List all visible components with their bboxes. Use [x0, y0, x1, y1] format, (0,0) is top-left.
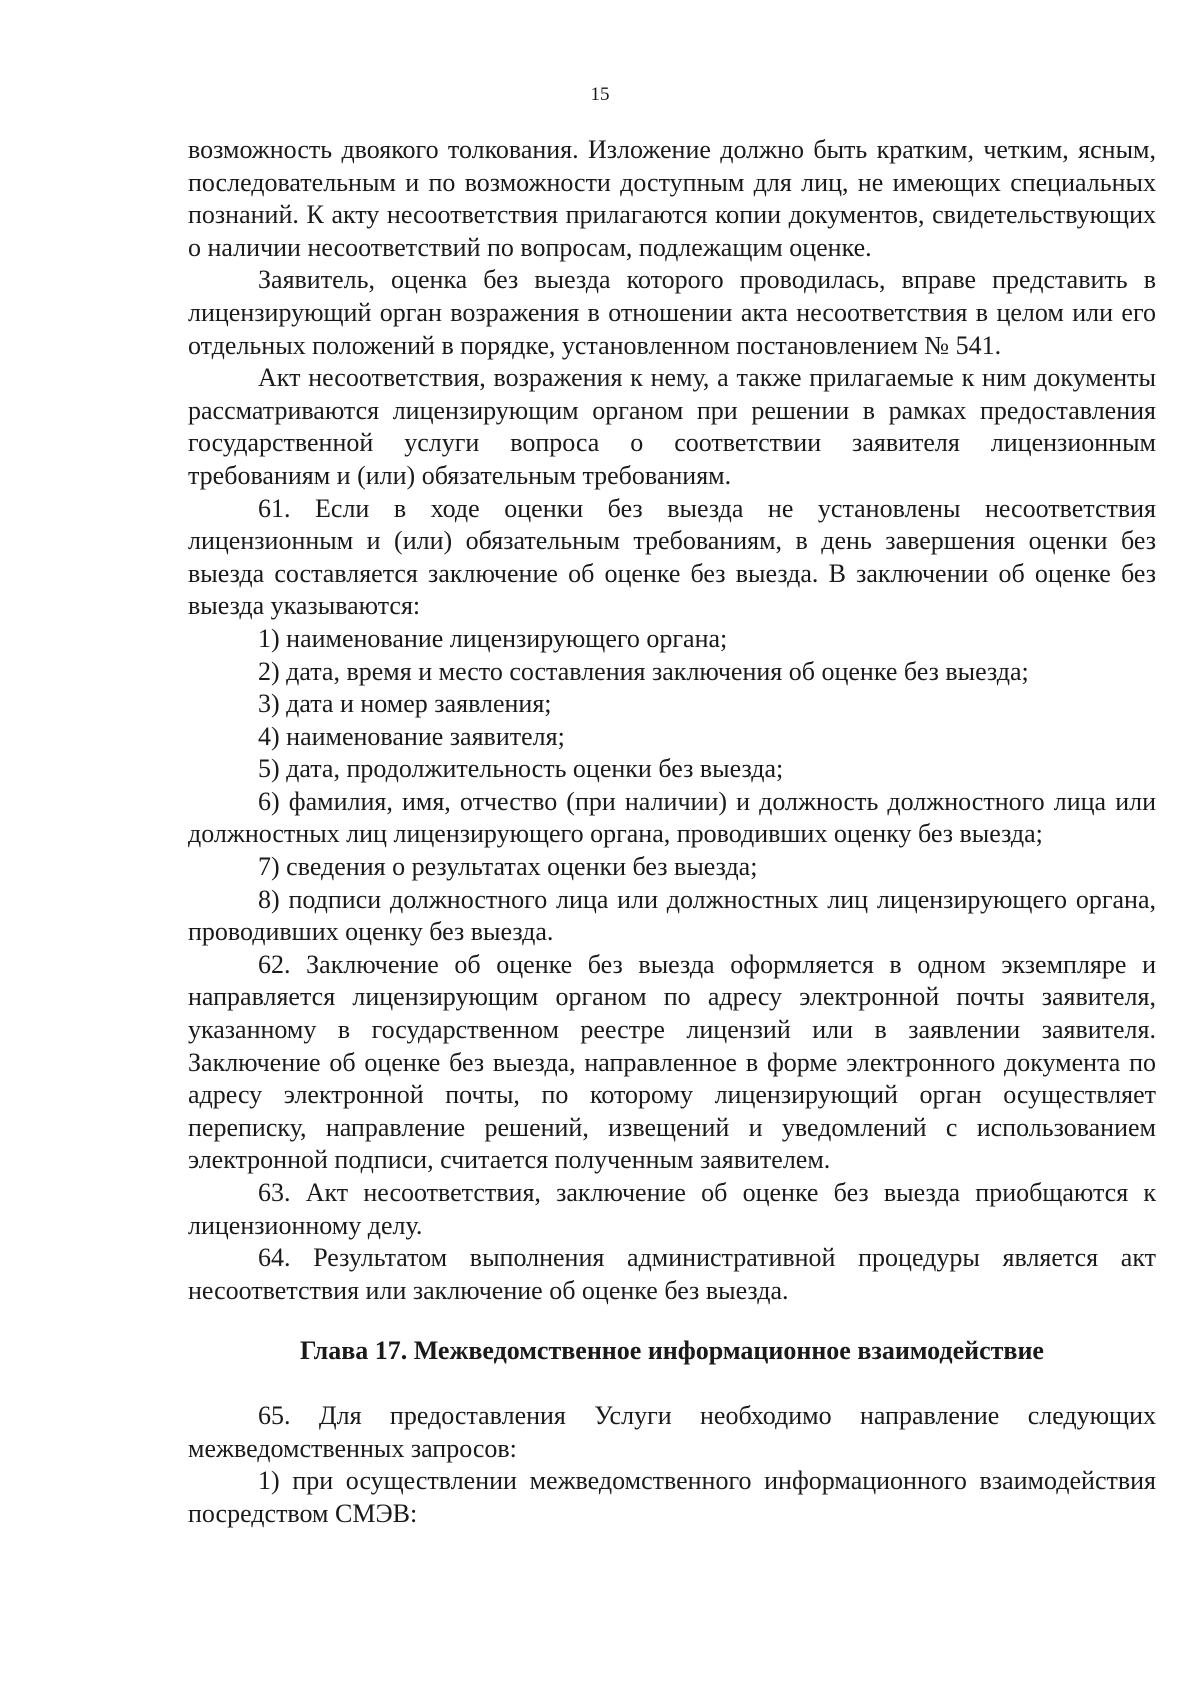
list-item: 6) фамилия, имя, отчество (при наличии) и должность должностного лица или должностных лиц лицензирующего органа, проводивших оценку без выезда;: [188, 786, 1156, 849]
paragraph-63: 63. Акт несоответствия, заключение об оценке без выезда приобщаются к лицензионному делу.: [188, 1178, 1156, 1240]
paragraph-61: 61. Если в ходе оценки без выезда не установлены несоответствия лицензионным и (или) обязательным требованиям, в день завершения оценки без выезда составляется заключение об оценке без выезда. В заключении об оценке без выезда указываются:: [188, 493, 1156, 621]
list-item: 8) подписи должностного лица или должностных лиц лицензирующего органа, проводивших оценку без выезда.: [188, 884, 1156, 947]
chapter-heading: Глава 17. Межведомственное информационное взаимодействие: [300, 1336, 1044, 1366]
list-item: 1) при осуществлении межведомственного информационного взаимодействия посредством СМЭВ:: [188, 1466, 1156, 1528]
list-item: 5) дата, продолжительность оценки без выезда;: [258, 754, 784, 784]
list-item: 3) дата и номер заявления;: [258, 689, 552, 719]
document-body: [188, 134, 1156, 1530]
page-number: 15: [590, 84, 610, 105]
paragraph: возможность двоякого толкования. Изложение должно быть кратким, четким, ясным, последовательным и по возможности доступным для лиц, не имеющих специальных познаний. К акту несоответствия прилагаются копии документов, свидетельствующих о наличии несоответствий по вопросам, подлежащим оценке.: [188, 135, 1156, 262]
list-item: 1) наименование лицензирующего органа;: [258, 623, 728, 653]
list-item: 7) сведения о результатах оценки без выезда;: [258, 852, 758, 882]
paragraph-64: 64. Результатом выполнения административной процедуры является акт несоответствия или заключение об оценке без выезда.: [188, 1243, 1156, 1305]
paragraph: Акт несоответствия, возражения к нему, а также прилагаемые к ним документы рассматриваются лицензирующим органом при решении в рамках предоставления государственной услуги вопроса о соответствии заявителя лицензионным требованиям и (или) обязательным требованиям.: [188, 363, 1156, 490]
paragraph-65: 65. Для предоставления Услуги необходимо направление следующих межведомственных запросов:: [188, 1400, 1156, 1463]
list-item: 2) дата, время и место составления заключения об оценке без выезда;: [258, 656, 1029, 686]
paragraph-62: 62. Заключение об оценке без выезда оформляется в одном экземпляре и направляется лицензирующим органом по адресу электронной почты заявителя, указанному в государственном реестре лицензий или в заявлении заявителя. Заключение об оценке без выезда, направленное в форме электронного документа по адресу электронной почты, по которому лицензирующий орган осуществляет переписку, направление решений, извещений и уведомлений с использованием электронной подписи, считается полученным заявителем.: [188, 949, 1156, 1175]
paragraph: Заявитель, оценка без выезда которого проводилась, вправе представить в лицензирующий орган возражения в отношении акта несоответствия в целом или его отдельных положений в порядке, установленном постановлением № 541.: [188, 265, 1156, 360]
list-item: 4) наименование заявителя;: [258, 721, 565, 751]
